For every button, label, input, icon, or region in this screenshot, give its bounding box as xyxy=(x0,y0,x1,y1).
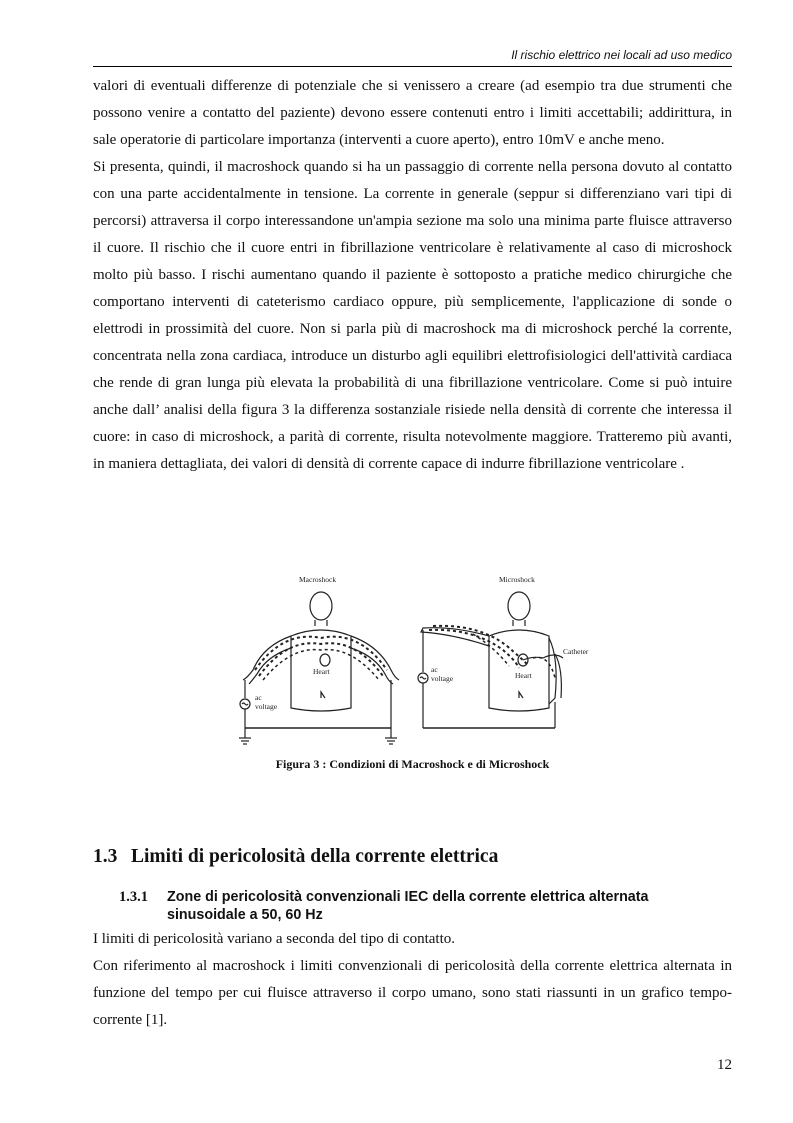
voltage-label-left: voltage xyxy=(255,702,278,711)
paragraph: I limiti di pericolosità variano a seconda del tipo di contatto. xyxy=(93,931,455,947)
figure-3 xyxy=(233,568,598,748)
ac-label-left: ac xyxy=(255,693,262,702)
ac-label-right: ac xyxy=(431,665,438,674)
section-title: Limiti di pericolosità della corrente elettrica xyxy=(131,846,499,867)
voltage-label-right: voltage xyxy=(431,674,454,683)
section-number: 1.3 xyxy=(93,846,118,867)
heart-label-left: Heart xyxy=(313,667,330,676)
subsection-heading xyxy=(119,888,731,924)
catheter-label: Catheter xyxy=(563,647,589,656)
section-heading xyxy=(93,846,498,868)
figure-caption: Figura 3 : Condizioni di Macroshock e di Microshock xyxy=(275,757,550,771)
running-header xyxy=(93,46,732,67)
paragraph: Con riferimento al macroshock i limiti convenzionali di pericolosità della corrente elettrica alternata in funzione del tempo per cui fluisce attraverso il corpo umano, sono stati riassunti in un grafico tempo-corrente [1]. xyxy=(93,958,732,1028)
heart-label-right: Heart xyxy=(515,671,532,680)
shock-illustration xyxy=(233,568,598,748)
paragraph: Si presenta, quindi, il macroshock quando si ha un passaggio di corrente nella persona dovuto al contatto con una parte accidentalmente in tensione. La corrente in generale (seppur si differenziano vari tipi di percorsi) attraversa il corpo interessandone un'ampia sezione ma solo una minima parte fluisce attraverso il cuore. Il rischio che il cuore entri in fibrillazione ventricolare è relativamente al caso di microshock molto più basso. I rischi aumentano quando il paziente è sottoposto a pratiche medico chirurgiche che comportano interventi di cateterismo cardiaco oppure, più semplicemente, l'applicazione di sonde o elettrodi in prossimità del cuore. Non si parla più di macroshock ma di microshock perché la corrente, concentrata nella zona cardiaca, introduce un disturbo agli equilibri elettrofisiologici dell'attività cardiaca che rende di gran lunga più elevata la probabilità di una fibrillazione ventricolare. Come si può intuire anche dall’ analisi della figura 3 la differenza sostanziale risiede nella densità di corrente che interessa il cuore: in caso di microshock, a parità di corrente, risulta notevolmente maggiore. Tratteremo più avanti, in maniera dettagliata, dei valori di densità di corrente capace di indurre fibrillazione ventricolare . xyxy=(93,159,732,472)
microshock-diagram xyxy=(418,592,563,728)
body-text-2 xyxy=(93,926,732,1034)
subsection-title: Zone di pericolosità convenzionali IEC della corrente elettrica alternata sinusoidale a 50, 60 Hz xyxy=(167,889,649,923)
body-text xyxy=(93,73,732,478)
paragraph: valori di eventuali differenze di potenziale che si venissero a creare (ad esempio tra due strumenti che possono venire a contatto del paziente) devono essere contenuti entro i limiti accettabili; addirittura, in sale operatorie di particolare importanza (interventi a cuore aperto), entro 10mV e anche meno. xyxy=(93,78,732,148)
microshock-label: Microshock xyxy=(499,575,535,584)
subsection-number: 1.3.1 xyxy=(119,889,148,905)
page-number: 12 xyxy=(717,1057,732,1073)
macroshock-label: Macroshock xyxy=(299,575,337,584)
running-title: Il rischio elettrico nei locali ad uso medico xyxy=(511,48,732,62)
